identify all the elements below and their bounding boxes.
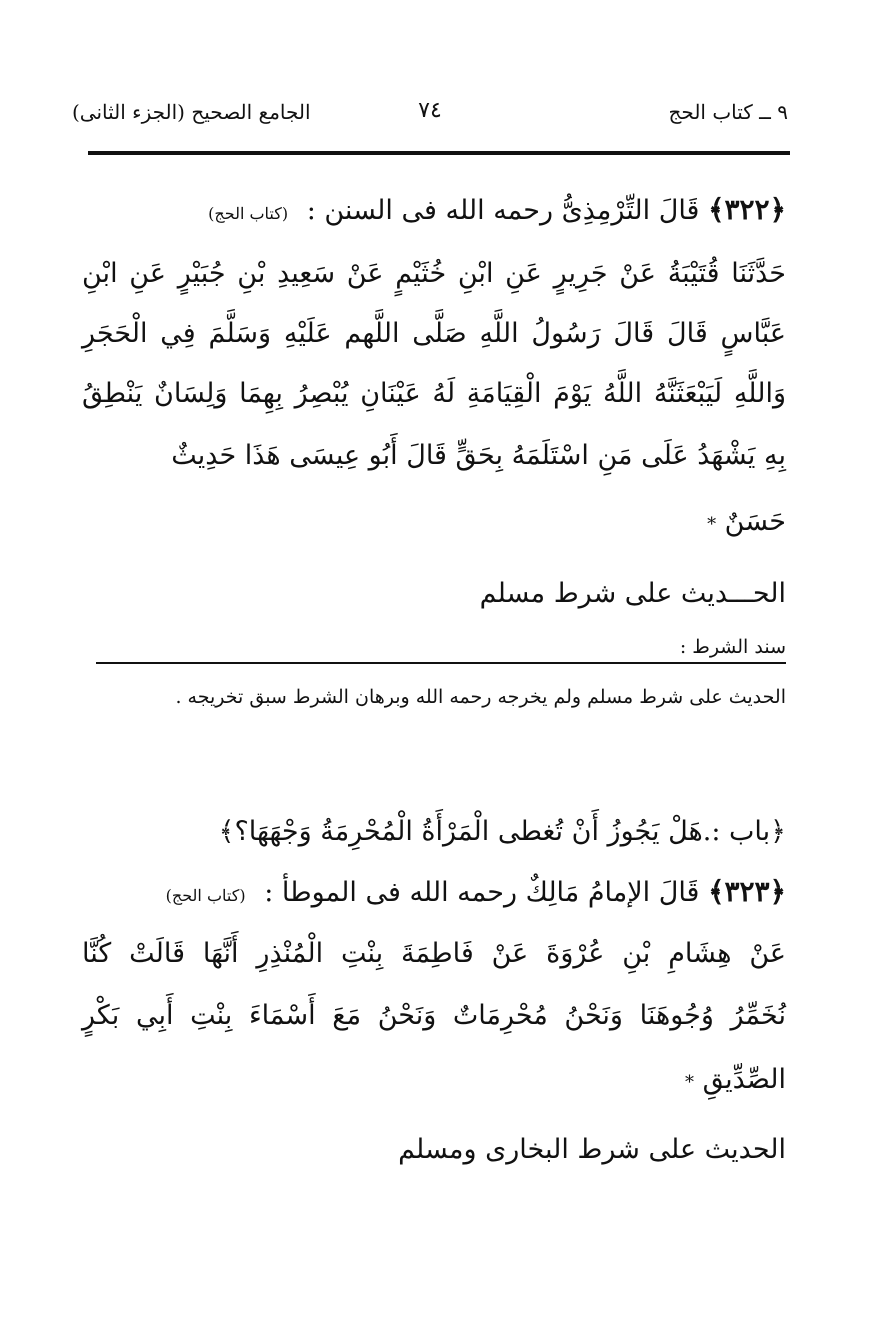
hadith-322-line-2: عَبَّاسٍ قَالَ قَالَ رَسُولُ اللَّهِ صَلَّى اللَّهم عَلَيْهِ وَسَلَّمَ فِي الْحَجَرِ bbox=[82, 318, 786, 349]
sanad-title-text: سند الشرط : bbox=[679, 636, 786, 658]
hadith-323-heading bbox=[82, 872, 786, 916]
hadith-322-line-1: حَدَّثَنَا قُتَيْبَةُ عَنْ جَرِيرٍ عَنِ ابْنِ خُثَيْمٍ عَنْ سَعِيدِ بْنِ جُبَيْرٍ عَنِ ابْنِ bbox=[82, 258, 786, 289]
hadith-322-line-5 bbox=[82, 502, 786, 545]
hadith-number: ﴿٣٢٢﴾ bbox=[708, 193, 786, 226]
hadith-322-line-4: بِهِ يَشْهَدُ عَلَى مَنِ اسْتَلَمَهُ بِحَقٍّ قَالَ أَبُو عِيسَى هَذَا حَدِيثٌ bbox=[171, 440, 786, 471]
page-number: ٧٤ bbox=[418, 98, 442, 123]
hadith-intro: قَالَ الإمامُ مَالِكٌ رحمه الله فى الموطأ : bbox=[264, 877, 700, 908]
hadith-322-condition: الحـــديث على شرط مسلم bbox=[479, 578, 786, 609]
chapter-heading: ﴿باب :.هَلْ يَجُوزُ أَنْ تُغطى الْمَرْأَةُ الْمُحْرِمَةُ وَجْهَهَا؟﴾ bbox=[218, 816, 786, 847]
star-mark: * bbox=[685, 1072, 695, 1093]
hadith-number: ﴿٣٢٣﴾ bbox=[708, 875, 786, 908]
source-reference: (كتاب الحج) bbox=[165, 886, 246, 905]
chapter-title: ٩ ــ كتاب الحج bbox=[668, 100, 788, 124]
hadith-322-line-3: وَاللَّهِ لَيَبْعَثَنَّهُ اللَّهُ يَوْمَ الْقِيَامَةِ لَهُ عَيْنَانِ يُبْصِرُ بِهِمَا وَلِسَانٌ يَنْطِقُ bbox=[82, 378, 786, 409]
hadith-323-line-3 bbox=[82, 1060, 786, 1103]
hadith-323-line-2: نُخَمِّرُ وُجُوهَنَا وَنَحْنُ مُحْرِمَاتٌ وَنَحْنُ مَعَ أَسْمَاءَ بِنْتِ أَبِي بَكْرٍ bbox=[82, 1000, 786, 1031]
source-reference: (كتاب الحج) bbox=[208, 204, 289, 223]
hadith-323-condition: الحديث على شرط البخارى ومسلم bbox=[398, 1134, 786, 1165]
sanad-title bbox=[96, 636, 786, 664]
star-mark: * bbox=[707, 514, 717, 535]
hadith-322-heading bbox=[82, 190, 786, 234]
header-rule bbox=[88, 151, 790, 155]
hadith-text-end: حَسَنٌ bbox=[724, 506, 786, 537]
hadith-intro: قَالَ التِّرْمِذِىُّ رحمه الله فى السنن : bbox=[306, 195, 700, 226]
sanad-text: الحديث على شرط مسلم ولم يخرجه رحمه الله وبرهان الشرط سبق تخريجه . bbox=[175, 686, 786, 708]
hadith-323-line-1: عَنْ هِشَامِ بْنِ عُرْوَةَ عَنْ فَاطِمَةَ بِنْتِ الْمُنْذِرِ أَنَّهَا قَالَتْ كُنَّا bbox=[82, 938, 786, 969]
hadith-text-end: الصِّدِّيقِ bbox=[702, 1064, 786, 1095]
book-title: الجامع الصحيح (الجزء الثانى) bbox=[72, 100, 311, 124]
running-head bbox=[72, 96, 788, 136]
